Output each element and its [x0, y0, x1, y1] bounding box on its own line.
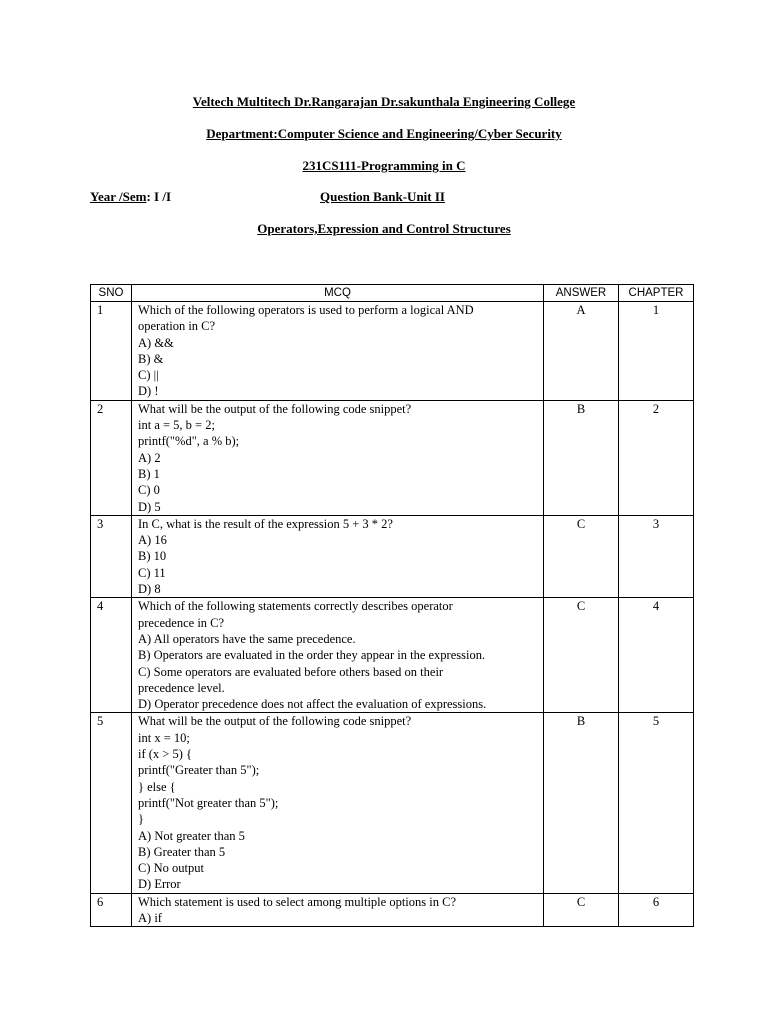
- answer-cell: A: [544, 302, 619, 401]
- question-line: int a = 5, b = 2;: [138, 418, 215, 433]
- column-header-answer: ANSWER: [544, 285, 619, 302]
- column-header-chapter: CHAPTER: [619, 285, 694, 302]
- question-bank-title: Question Bank-Unit II: [320, 189, 445, 204]
- question-line: C) Some operators are evaluated before others based on their: [138, 664, 444, 679]
- department-title: Department:Computer Science and Engineering/Cyber Security: [206, 126, 562, 141]
- question-line: C) ||: [138, 368, 159, 383]
- question-line: } else {: [138, 779, 176, 794]
- sno-cell: 1: [91, 302, 132, 401]
- question-line: A) 16: [138, 533, 167, 548]
- question-line: B) Operators are evaluated in the order they appear in the expression.: [138, 648, 486, 663]
- chapter-cell: 6: [619, 893, 694, 927]
- answer-cell: C: [544, 893, 619, 927]
- table-row: [91, 598, 694, 713]
- sno-cell: 6: [91, 893, 132, 927]
- question-line: C) No output: [138, 861, 204, 876]
- question-cell: [132, 400, 544, 515]
- question-line: B) Greater than 5: [138, 844, 226, 859]
- college-title: Veltech Multitech Dr.Rangarajan Dr.sakunthala Engineering College: [192, 94, 576, 109]
- mcq-table: [90, 284, 694, 927]
- question-line: B) 10: [138, 549, 167, 564]
- year-sem: [90, 189, 171, 205]
- question-line: printf("Not greater than 5");: [138, 795, 279, 810]
- question-text: What will be the output of the following code snippet?: [138, 714, 412, 729]
- question-line: A) Not greater than 5: [138, 828, 245, 843]
- question-line: D) 5: [138, 499, 161, 514]
- sno-cell: 4: [91, 598, 132, 713]
- question-line: if (x > 5) {: [138, 747, 193, 762]
- answer-cell: B: [544, 400, 619, 515]
- year-sem-label: Year /Sem: [90, 189, 147, 204]
- table-row: [91, 893, 694, 927]
- question-line: D) Error: [138, 877, 181, 892]
- table-row: [91, 713, 694, 893]
- question-cell: [132, 515, 544, 597]
- question-line: printf("Greater than 5");: [138, 763, 260, 778]
- question-line: }: [138, 812, 144, 827]
- chapter-cell: 2: [619, 400, 694, 515]
- question-line: B) 1: [138, 466, 160, 481]
- chapter-cell: 1: [619, 302, 694, 401]
- sno-cell: 3: [91, 515, 132, 597]
- question-cell: [132, 713, 544, 893]
- question-line: D) 8: [138, 582, 161, 597]
- question-cell: [132, 893, 544, 927]
- column-header-sno: SNO: [91, 285, 132, 302]
- course-title: 231CS111-Programming in C: [302, 158, 466, 173]
- question-line: printf("%d", a % b);: [138, 434, 240, 449]
- question-text: What will be the output of the following code snippet?: [138, 401, 412, 416]
- answer-cell: B: [544, 713, 619, 893]
- question-line: A) 2: [138, 450, 161, 465]
- table-row: [91, 400, 694, 515]
- question-line: B) &: [138, 351, 164, 366]
- question-cell: [132, 598, 544, 713]
- question-line: A) &&: [138, 335, 174, 350]
- question-text: In C, what is the result of the expression 5 + 3 * 2?: [138, 516, 393, 531]
- table-body: [91, 302, 694, 927]
- year-sem-value: : I /I: [146, 189, 172, 204]
- question-line: D) !: [138, 384, 159, 399]
- question-line: D) Operator precedence does not affect the evaluation of expressions.: [138, 697, 487, 712]
- question-line: precedence in C?: [138, 615, 225, 630]
- sno-cell: 2: [91, 400, 132, 515]
- question-text: Which statement is used to select among multiple options in C?: [138, 894, 456, 909]
- chapter-cell: 3: [619, 515, 694, 597]
- table-row: [91, 515, 694, 597]
- question-line: A) All operators have the same precedence.: [138, 631, 356, 646]
- question-line: precedence level.: [138, 680, 225, 695]
- question-text: Which of the following statements correctly describes operator: [138, 599, 453, 614]
- table-row: [91, 302, 694, 401]
- answer-cell: C: [544, 598, 619, 713]
- question-line: A) if: [138, 910, 162, 925]
- answer-cell: C: [544, 515, 619, 597]
- column-header-mcq: MCQ: [132, 285, 544, 302]
- question-line: operation in C?: [138, 319, 216, 334]
- chapter-cell: 4: [619, 598, 694, 713]
- sno-cell: 5: [91, 713, 132, 893]
- table-header-row: [91, 285, 694, 302]
- question-line: int x = 10;: [138, 730, 190, 745]
- question-line: C) 11: [138, 565, 166, 580]
- question-line: C) 0: [138, 483, 160, 498]
- chapter-cell: 5: [619, 713, 694, 893]
- topic-title: Operators,Expression and Control Structures: [257, 221, 511, 236]
- question-text: Which of the following operators is used to perform a logical AND: [138, 303, 474, 317]
- question-cell: [132, 302, 544, 401]
